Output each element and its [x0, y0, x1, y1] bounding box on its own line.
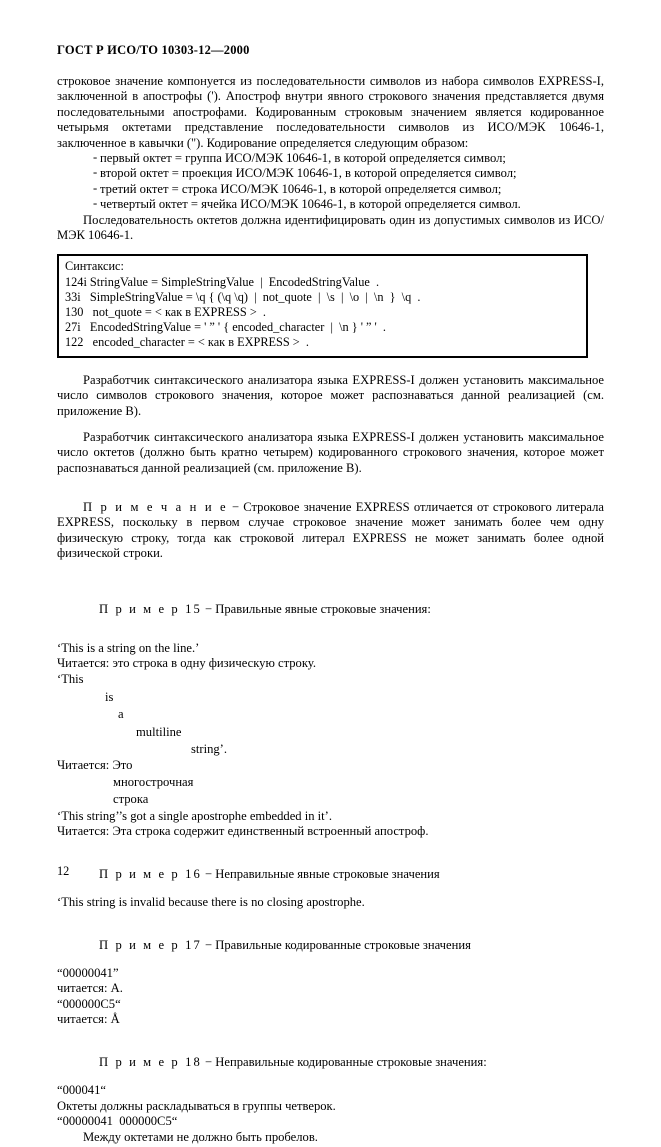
- note-paragraph: [57, 500, 604, 562]
- example-line: Читается: Эта строка содержит единственный встроенный апостроф.: [57, 824, 429, 838]
- example-heading: [57, 602, 604, 617]
- example-dash: −: [201, 938, 216, 952]
- example-title: Неправильные явные строковые значения: [215, 867, 440, 881]
- example-line: читается: A.: [57, 981, 123, 996]
- bullet-dash-icon: -: [93, 180, 98, 195]
- spacer: [57, 476, 604, 487]
- spacer: [57, 910, 604, 925]
- example-line: читается: Å: [57, 1012, 120, 1027]
- example-title: Правильные явные строковые значения:: [215, 601, 431, 616]
- list-item-label: второй октет = проекция ИСО/МЭК 10646-1, в которой определяется символ;: [100, 166, 517, 181]
- list-item: [57, 197, 604, 212]
- syntax-rule-line: 130 not_quote = < как в EXPRESS > .: [65, 305, 266, 320]
- example-line: Читается: это строка в одну физическую строку.: [57, 655, 316, 670]
- list-item-label: четвертый октет = ячейка ИСО/МЭК 10646-1, в которой определяется символ.: [100, 197, 521, 212]
- syntax-rule-line: 33i SimpleStringValue = \q { (\q \q) | not_quote | \s | \o | \n } \q .: [65, 289, 421, 304]
- paragraph-intro: строковое значение компонуется из последовательности символов из набора символов EXPRESS-I, заключенной в апострофы ('). Апостроф внутри явного строкового значения представляется двумя последовательными апострофами. Кодированным строковым значением является кодированное четырьмя октетами представление последовательности символов из ИСО/МЭК 10646-1, заключенное в кавычки ("). Кодирование определяется следующим образом:: [57, 74, 604, 150]
- example-line: “00000041”: [57, 966, 119, 980]
- page-content: [57, 74, 604, 1147]
- example-heading: [57, 1055, 604, 1070]
- example-label: П р и м е р 17: [99, 938, 202, 952]
- note-label: П р и м е ч а н и е: [83, 499, 228, 514]
- example-dash: −: [201, 601, 216, 616]
- example-label: П р и м е р 16: [99, 867, 202, 881]
- example-line: multiline: [136, 724, 182, 739]
- list-item-label: третий октет = строка ИСО/МЭК 10646-1, в которой определяется символ;: [100, 181, 502, 196]
- bullet-dash-icon: -: [93, 165, 98, 180]
- example-line: ‘This is a string on the line.’: [57, 640, 200, 655]
- bullet-dash-icon: -: [93, 150, 98, 165]
- spacer: [57, 574, 604, 589]
- example-line: многострочная: [113, 774, 194, 789]
- octet-bullet-list: [57, 151, 604, 213]
- spacer: [57, 630, 604, 641]
- list-item: [57, 182, 604, 197]
- example-heading: [57, 938, 604, 953]
- page-header: ГОСТ Р ИСО/ТО 10303-12—2000: [57, 43, 250, 57]
- example-title: Правильные кодированные строковые значения: [215, 938, 471, 952]
- paragraph-octet-sequence: Последовательность октетов должна идентифицировать один из допустимых символов из ИСО/МЭК 10646-1.: [57, 212, 604, 243]
- example-label: П р и м е р 15: [99, 601, 202, 616]
- example-line: is: [105, 689, 114, 704]
- example-dash: −: [201, 1055, 216, 1070]
- example-dash: −: [201, 867, 216, 881]
- example-line: Между октетами не должно быть пробелов.: [83, 1130, 318, 1145]
- syntax-box: [57, 254, 588, 357]
- page-number: 12: [57, 864, 70, 878]
- list-item: [57, 166, 604, 181]
- note-text: − Строковое значение EXPRESS отличается от строкового литерала EXPRESS, поскольку в первом случае строковое значение может занимать более чем одну физическую строку, тогда как строковой литерал EXPRESS не может занимать более одной физической строки.: [57, 499, 604, 560]
- example-line: ‘This: [57, 672, 84, 687]
- list-item: [57, 151, 604, 166]
- example-line: ‘This string’’s got a single apostrophe embedded in it’.: [57, 808, 333, 823]
- syntax-rule-line: 124i StringValue = SimpleStringValue | EncodedStringValue .: [65, 274, 380, 289]
- spacer: [57, 358, 604, 373]
- example-line: строка: [113, 792, 149, 807]
- example-line: “000041“: [57, 1083, 106, 1098]
- example-line: ‘This string is invalid because there is no closing apostrophe.: [57, 895, 365, 909]
- bullet-dash-icon: -: [93, 196, 98, 211]
- example-line: “000000C5“: [57, 996, 121, 1011]
- example-line: Читается: Это: [57, 758, 133, 773]
- example-line: string’.: [191, 741, 228, 756]
- example-heading: [57, 867, 604, 882]
- list-item-label: первый октет = группа ИСО/МЭК 10646-1, в которой определяется символ;: [100, 151, 506, 166]
- spacer: [57, 1028, 604, 1043]
- spacer: [57, 419, 604, 430]
- example-line: Октеты должны раскладываться в группы четверок.: [57, 1098, 336, 1113]
- paragraph-max-chars: Разработчик синтаксического анализатора языка EXPRESS-I должен установить максимальное число символов строкового значения, которое может распознаваться данной реализацией (см. приложение В).: [57, 372, 604, 418]
- example-title: Неправильные кодированные строковые значения:: [215, 1055, 487, 1070]
- example-label: П р и м е р 18: [99, 1055, 202, 1070]
- spacer: [57, 839, 604, 854]
- syntax-rule-line: 122 encoded_character = < как в EXPRESS > .: [65, 335, 309, 350]
- example-line: “00000041 000000C5“: [57, 1114, 178, 1129]
- syntax-title: Синтаксис:: [65, 259, 124, 274]
- example-line: a: [118, 707, 124, 722]
- paragraph-max-octets: Разработчик синтаксического анализатора языка EXPRESS-I должен установить максимальное число октетов (должно быть кратно четырем) кодированного строкового значения, которое может распознаваться данной реализацией (см. приложение В).: [57, 429, 604, 475]
- syntax-rule-line: 27i EncodedStringValue = ' ” ' { encoded_character | \n } ' ” ' .: [65, 320, 386, 335]
